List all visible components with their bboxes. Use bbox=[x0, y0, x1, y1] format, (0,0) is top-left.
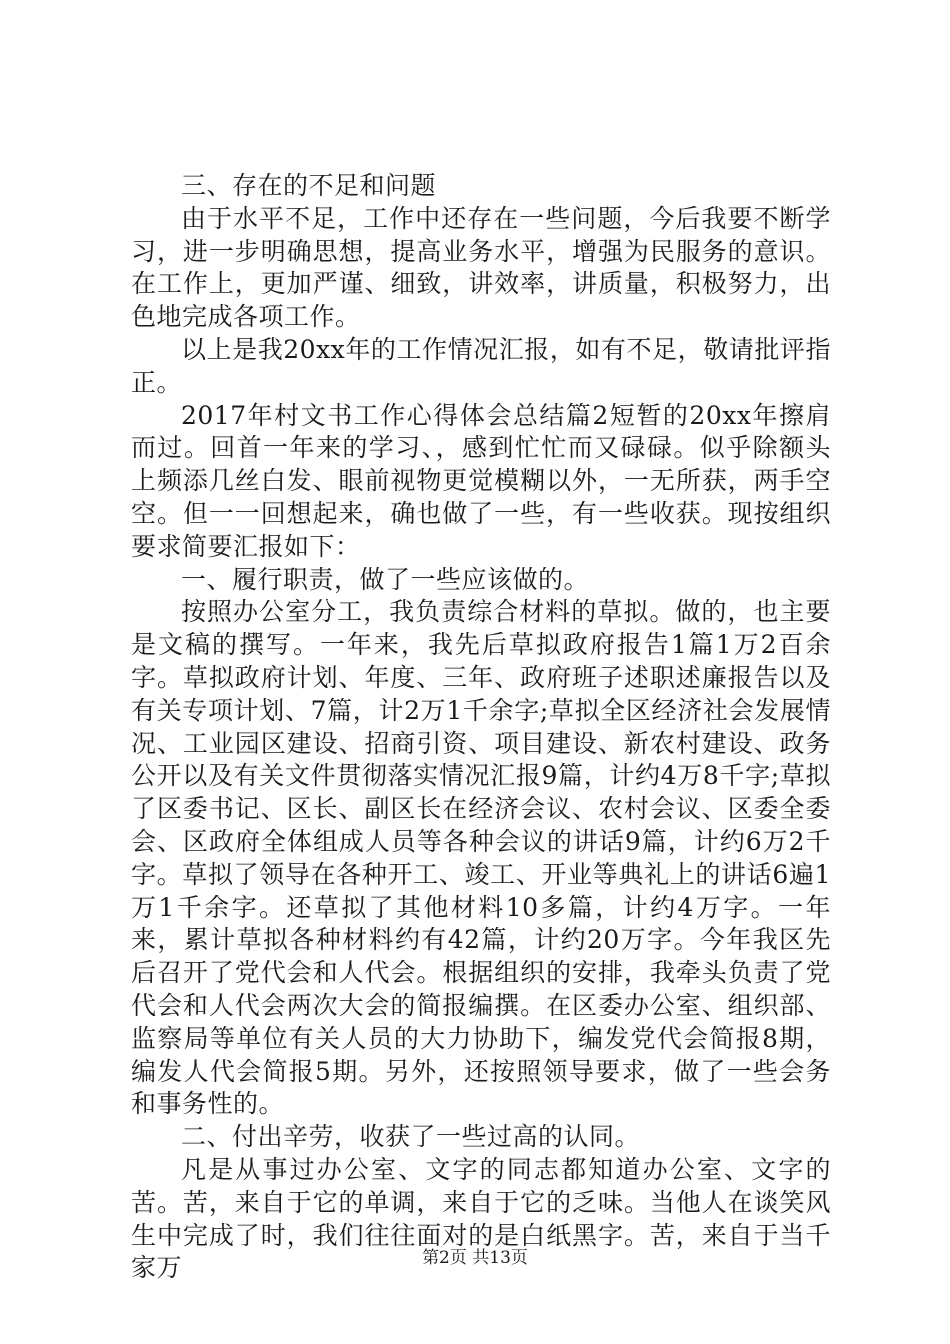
paragraph: 2017年村文书工作心得体会总结篇2短暂的20xx年擦肩而过。回首一年来的学习、，感到忙忙而又碌碌。似乎除额头上频添几丝白发、眼前视物更觉模糊以外，一无所获，两手空空。但一一回想起来，确也做了一些，有一些收获。现按组织要求简要汇报如下： bbox=[131, 400, 831, 561]
page-number-footer: 第2页 共13页 bbox=[422, 1248, 528, 1268]
section-heading-duties: 一、履行职责，做了一些应该做的。 bbox=[181, 564, 590, 594]
paragraph: 由于水平不足，工作中还存在一些问题，今后我要不断学习，进一步明确思想，提高业务水平，增强为民服务的意识。在工作上，更加严谨、细致，讲效率，讲质量，积极努力，出色地完成各项工作。 bbox=[131, 203, 831, 332]
paragraph: 按照办公室分工，我负责综合材料的草拟。做的，也主要是文稿的撰写。一年来，我先后草拟政府报告1篇1万2百余字。草拟政府计划、年度、三年、政府班子述职述廉报告以及有关专项计划、7篇，计2万1千余字;草拟全区经济社会发展情况、工业园区建设、招商引资、项目建设、新农村建设、政务公开以及有关文件贯彻落实情况汇报9篇，计约4万8千字;草拟了区委书记、区长、副区长在经济会议、农村会议、区委全委会、区政府全体组成人员等各种会议的讲话9篇，计约6万2千字。草拟了领导在各种开工、竣工、开业等典礼上的讲话6遍1万1千余字。还草拟了其他材料10多篇，计约4万字。一年来，累计草拟各种材料约有42篇，计约20万字。今年我区先后召开了党代会和人代会。根据组织的安排，我牵头负责了党代会和人代会两次大会的简报编撰。在区委办公室、组织部、监察局等单位有关人员的大力协助下，编发党代会简报8期，编发人代会简报5期。另外，还按照领导要求，做了一些会务和事务性的。 bbox=[131, 597, 831, 1119]
document-body bbox=[131, 170, 831, 1285]
paragraph: 凡是从事过办公室、文字的同志都知道办公室、文字的苦。苦，来自于它的单调，来自于它的乏味。当他人在谈笑风生中完成了时，我们往往面对的是白纸黑字。苦，来自于当千家万 bbox=[131, 1154, 831, 1283]
section-heading-effort: 二、付出辛劳，收获了一些过高的认同。 bbox=[181, 1122, 641, 1152]
paragraph: 以上是我20xx年的工作情况汇报，如有不足，敬请批评指正。 bbox=[131, 334, 831, 397]
section-heading-shortcomings: 三、存在的不足和问题 bbox=[181, 171, 437, 200]
